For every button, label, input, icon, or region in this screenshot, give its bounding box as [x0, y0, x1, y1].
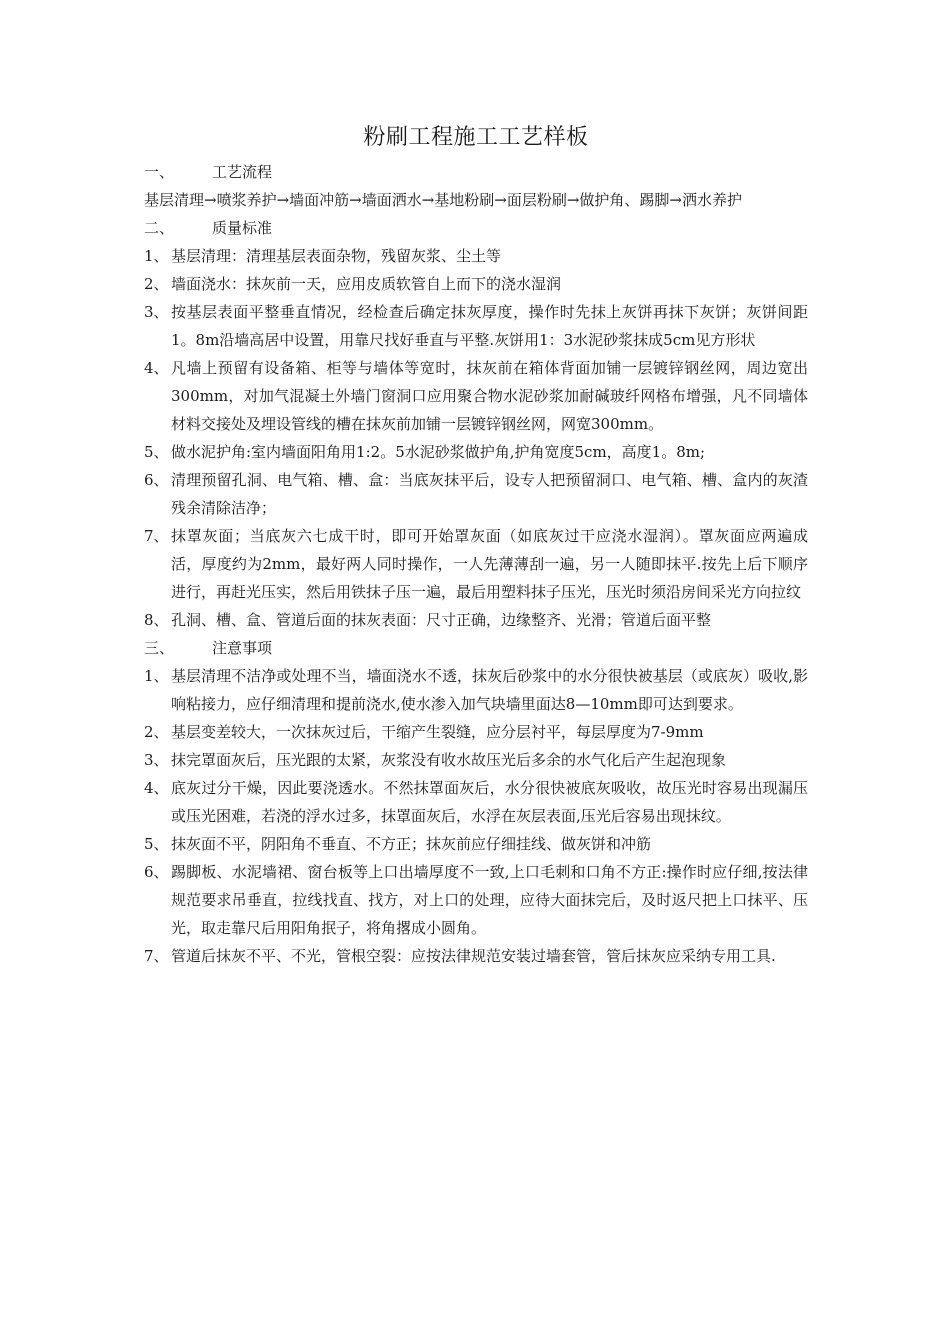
- list-item: [144, 830, 808, 858]
- item-text: 按基层表面平整垂直情况，经检查后确定抹灰厚度，操作时先抹上灰饼再抹下灰饼；灰饼间距1。8m沿墙高居中设置，用靠尺找好垂直与平整.灰饼用1：3水泥砂浆抹成5cm见方形状: [171, 303, 808, 349]
- list-item: [144, 606, 808, 634]
- item-number: 6、: [144, 471, 169, 489]
- item-number: 3、: [144, 303, 169, 321]
- list-item: [144, 354, 808, 438]
- section-title: 注意事项: [212, 639, 273, 657]
- document-body: [144, 118, 808, 970]
- item-text: 基层清理不洁净或处理不当，墙面浇水不透，抹灰后砂浆中的水分很快被基层（或底灰）吸收,影响粘接力，应仔细清理和提前浇水,使水渗入加气块墙里面达8—10mm即可达到要求。: [171, 667, 808, 713]
- item-text: 清理预留孔洞、电气箱、槽、盒：当底灰抹平后，设专人把预留洞口、电气箱、槽、盒内的灰渣残余清除洁净；: [171, 471, 808, 517]
- list-item: [144, 242, 808, 270]
- section-number: 一、: [144, 163, 175, 181]
- item-text: 底灰过分干燥，因此要浇透水。不然抹罩面灰后，水分很快被底灰吸收，故压光时容易出现漏压或压光困难，若浇的浮水过多，抹罩面灰后，水浮在灰层表面,压光后容易出现抹纹。: [171, 779, 808, 825]
- list-item: [144, 942, 808, 970]
- item-number: 7、: [144, 527, 169, 545]
- process-flow-paragraph: 基层清理→喷浆养护→墙面冲筋→墙面洒水→基地粉刷→面层粉刷→做护角、踢脚→洒水养护: [144, 191, 742, 209]
- list-item: [144, 662, 808, 718]
- list-item: [144, 298, 808, 354]
- item-number: 1、: [144, 667, 169, 685]
- section-number: 三、: [144, 639, 175, 657]
- section-title: 质量标准: [212, 219, 273, 237]
- list-item: [144, 746, 808, 774]
- item-number: 8、: [144, 611, 169, 629]
- list-item: [144, 718, 808, 746]
- item-text: 孔洞、槽、盒、管道后面的抹灰表面：尺寸正确，边缘整齐、光滑；管道后面平整: [171, 611, 712, 629]
- item-text: 墙面浇水：抹灰前一天，应用皮质软管自上而下的浇水湿润: [171, 275, 562, 293]
- item-text: 抹完罩面灰后，压光跟的太紧，灰浆没有收水故压光后多余的水气化后产生起泡现象: [171, 751, 727, 769]
- item-text: 基层变差较大，一次抹灰过后，干缩产生裂缝，应分层衬平，每层厚度为7-9mm: [171, 723, 704, 741]
- list-item: [144, 522, 808, 606]
- item-number: 2、: [144, 723, 169, 741]
- item-text: 基层清理：清理基层表面杂物，残留灰浆、尘土等: [171, 247, 502, 265]
- item-number: 5、: [144, 443, 169, 461]
- section-heading-notes: [144, 634, 808, 662]
- item-text: 管道后抹灰不平、不光，管根空裂：应按法律规范安装过墙套管，管后抹灰应采纳专用工具.: [171, 947, 776, 965]
- list-item: [144, 270, 808, 298]
- section-title: 工艺流程: [212, 163, 273, 181]
- item-text: 踢脚板、水泥墙裙、窗台板等上口出墙厚度不一致,上口毛刺和口角不方正:操作时应仔细,按法律规范要求吊垂直，拉线找直、找方，对上口的处理，应待大面抹完后，及时返尺把上口抹平、压光，取走靠尺后用阳角抿子，将角撂成小圆角。: [171, 863, 808, 937]
- item-number: 5、: [144, 835, 169, 853]
- item-number: 2、: [144, 275, 169, 293]
- item-number: 4、: [144, 359, 169, 377]
- item-number: 6、: [144, 863, 169, 881]
- list-item: [144, 438, 808, 466]
- item-text: 凡墙上预留有设备箱、柜等与墙体等宽时，抹灰前在箱体背面加铺一层镀锌钢丝网，周边宽出300mm，对加气混凝土外墙门窗洞口应用聚合物水泥砂浆加耐碱玻纤网格布增强，凡不同墙体材料交接处及埋设管线的槽在抹灰前加铺一层镀锌钢丝网，网宽300mm。: [171, 359, 808, 433]
- item-number: 3、: [144, 751, 169, 769]
- item-text: 抹罩灰面；当底灰六七成干时，即可开始罩灰面（如底灰过干应浇水湿润）。罩灰面应两遍成活，厚度约为2mm，最好两人同时操作，一人先薄薄刮一遍，另一人随即抹平.按先上后下顺序进行，再赶光压实，然后用铁抹子压一遍，最后用塑料抹子压光，压光时须沿房间采光方向拉纹: [171, 527, 808, 601]
- section-number: 二、: [144, 219, 175, 237]
- list-item: [144, 466, 808, 522]
- list-item: [144, 774, 808, 830]
- section-heading-process: [144, 158, 808, 186]
- item-number: 1、: [144, 247, 169, 265]
- list-item: [144, 858, 808, 942]
- item-text: 抹灰面不平，阴阳角不垂直、不方正；抹灰前应仔细挂线、做灰饼和冲筋: [171, 835, 652, 853]
- item-text: 做水泥护角:室内墙面阳角用1:2。5水泥砂浆做护角,护角宽度5cm，高度1。8m;: [171, 443, 706, 461]
- document-title: 粉刷工程施工工艺样板: [363, 125, 589, 150]
- item-number: 4、: [144, 779, 169, 797]
- section-heading-quality: [144, 214, 808, 242]
- item-number: 7、: [144, 947, 169, 965]
